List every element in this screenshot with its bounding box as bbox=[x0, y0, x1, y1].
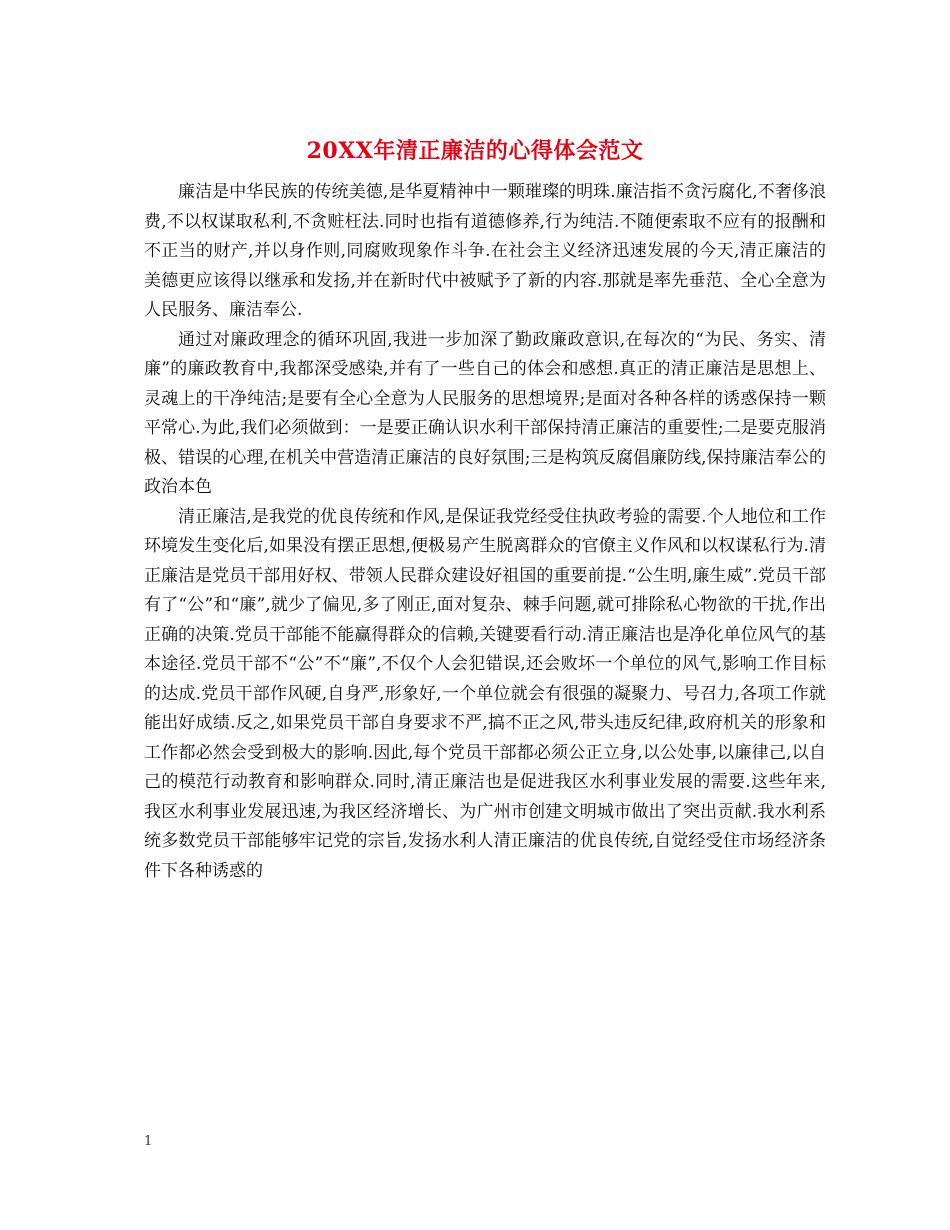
paragraph-2: 通过对廉政理念的循环巩固,我进一步加深了勤政廉政意识,在每次的“为民、务实、清廉”的廉政教育中,我都深受感染,并有了一些自己的体会和感想.真正的清正廉洁是思想上、灵魂上的干净纯洁;是要有全心全意为人民服务的思想境界;是面对各种各样的诱惑保持一颗平常心.为此,我们必须做到：一是要正确认识水利干部保持清正廉洁的重要性;二是要克服消极、错误的心理,在机关中营造清正廉洁的良好氛围;三是构筑反腐倡廉防线,保持廉洁奉公的政治本色 bbox=[144, 329, 826, 497]
document-body bbox=[144, 178, 826, 886]
paragraph-1: 廉洁是中华民族的传统美德,是华夏精神中一颗璀璨的明珠.廉洁指不贪污腐化,不奢侈浪费,不以权谋取私利,不贪赃枉法.同时也指有道德修养,行为纯洁.不随便索取不应有的报酬和不正当的财产,并以身作则,同腐败现象作斗争.在社会主义经济迅速发展的今天,清正廉洁的美德更应该得以继承和发扬,并在新时代中被赋予了新的内容.那就是率先垂范、全心全意为人民服务、廉洁奉公. bbox=[144, 182, 826, 320]
page-number: 1 bbox=[144, 1134, 153, 1149]
document-title: 20XX年清正廉洁的心得体会范文 bbox=[306, 138, 644, 164]
paragraph-3: 清正廉洁,是我党的优良传统和作风,是保证我党经受住执政考验的需要.个人地位和工作环境发生变化后,如果没有摆正思想,便极易产生脱离群众的官僚主义作风和以权谋私行为.清正廉洁是党员干部用好权、带领人民群众建设好祖国的重要前提.“公生明,廉生威”.党员干部有了“公”和“廉”,就少了偏见,多了刚正,面对复杂、棘手问题,就可排除私心物欲的干扰,作出正确的决策.党员干部能不能赢得群众的信赖,关键要看行动.清正廉洁也是净化单位风气的基本途径.党员干部不“公”不“廉”,不仅个人会犯错误,还会败坏一个单位的风气,影响工作目标的达成.党员干部作风硬,自身严,形象好,一个单位就会有很强的凝聚力、号召力,各项工作就能出好成绩.反之,如果党员干部自身要求不严,搞不正之风,带头违反纪律,政府机关的形象和工作都必然会受到极大的影响.因此,每个党员干部都必须公正立身,以公处事,以廉律己,以自己的模范行动教育和影响群众.同时,清正廉洁也是促进我区水利事业发展的需要.这些年来,我区水利事业发展迅速,为我区经济增长、为广州市创建文明城市做出了突出贡献.我水利系统多数党员干部能够牢记党的宗旨,发扬水利人清正廉洁的优良传统,自觉经受住市场经济条件下各种诱惑的 bbox=[144, 506, 826, 881]
